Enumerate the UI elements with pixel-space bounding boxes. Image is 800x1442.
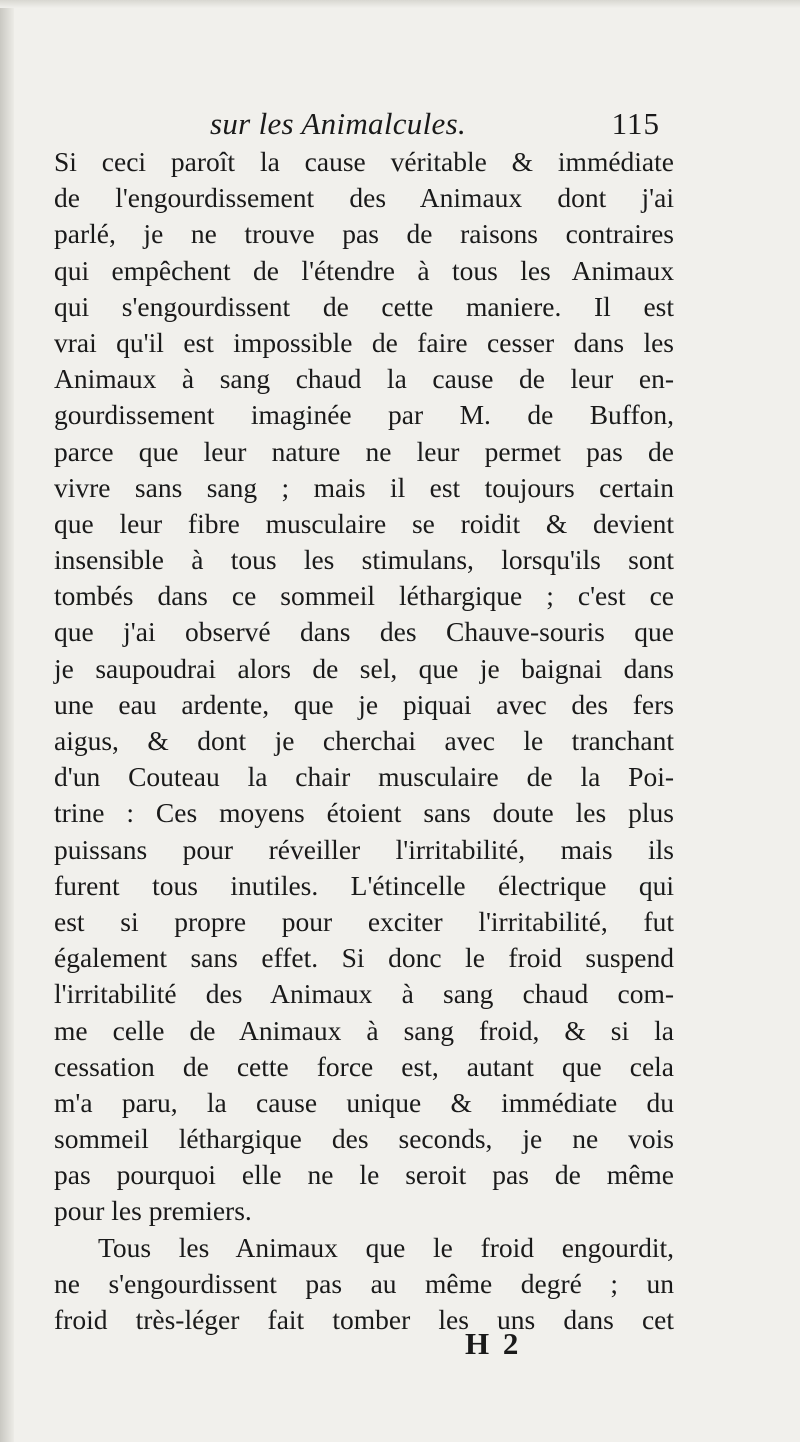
text-line: cessation de cette force est, autant que cela [54,1050,674,1082]
text-line: aigus, & dont je cherchai avec le tranchant [54,725,674,756]
page-number: 115 [611,106,660,141]
text-line: l'irritabilité des Animaux à sang chaud com- [54,978,674,1010]
text-line: d'un Couteau la chair musculaire de la Poi- [54,761,674,793]
body-text [54,144,674,1338]
text-line: Animaux à sang chaud la cause de leur en- [54,363,674,395]
page-top-shadow [0,0,800,8]
text-line: parce que leur nature ne leur permet pas de [54,435,674,467]
text-line: m'a paru, la cause unique & immédiate du [54,1086,674,1118]
signature-mark: H 2 [465,1326,522,1361]
text-line: une eau ardente, que je piquai avec des fers [54,688,674,720]
text-line: également sans effet. Si donc le froid suspend [54,942,674,974]
page-edge-shadow [0,0,14,1442]
text-line: furent tous inutiles. L'étincelle électrique qui [54,869,674,901]
text-line: parlé, je ne trouve pas de raisons contraires [54,218,674,250]
text-line: insensible à tous les stimulans, lorsqu'ils sont [54,544,674,576]
text-line: je saupoudrai alors de sel, que je baignai dans [54,652,674,684]
text-line: que leur fibre musculaire se roidit & devient [54,507,674,539]
text-line: Si ceci paroît la cause véritable & immédiate [54,146,674,177]
text-line: vrai qu'il est impossible de faire cesser dans les [54,326,674,358]
text-line: est si propre pour exciter l'irritabilité, fut [54,905,674,937]
text-line: que j'ai observé dans des Chauve-souris que [54,616,674,648]
paragraph-start-line: Tous les Animaux que le froid engourdit, [98,1231,674,1263]
text-line: trine : Ces moyens étoient sans doute les plus [54,797,674,829]
text-line: froid très-léger fait tomber les uns dans cet [54,1304,674,1335]
text-line: sommeil léthargique des seconds, je ne vois [54,1123,674,1155]
text-line: qui empêchent de l'étendre à tous les Animaux [54,254,674,286]
text-line: gourdissement imaginée par M. de Buffon, [54,399,674,431]
text-line: ne s'engourdissent pas au même degré ; un [54,1267,674,1299]
text-line: puissans pour réveiller l'irritabilité, mais ils [54,833,674,865]
text-line: me celle de Animaux à sang froid, & si la [54,1014,674,1046]
text-line: pour les premiers. [54,1195,252,1227]
text-line: vivre sans sang ; mais il est toujours certain [54,471,674,503]
running-title: sur les Animalcules. [210,106,466,141]
text-line: de l'engourdissement des Animaux dont j'ai [54,182,674,214]
text-line: tombés dans ce sommeil léthargique ; c'est ce [54,580,674,612]
text-line: pas pourquoi elle ne le seroit pas de même [54,1159,674,1191]
text-line: qui s'engourdissent de cette maniere. Il est [54,290,674,322]
